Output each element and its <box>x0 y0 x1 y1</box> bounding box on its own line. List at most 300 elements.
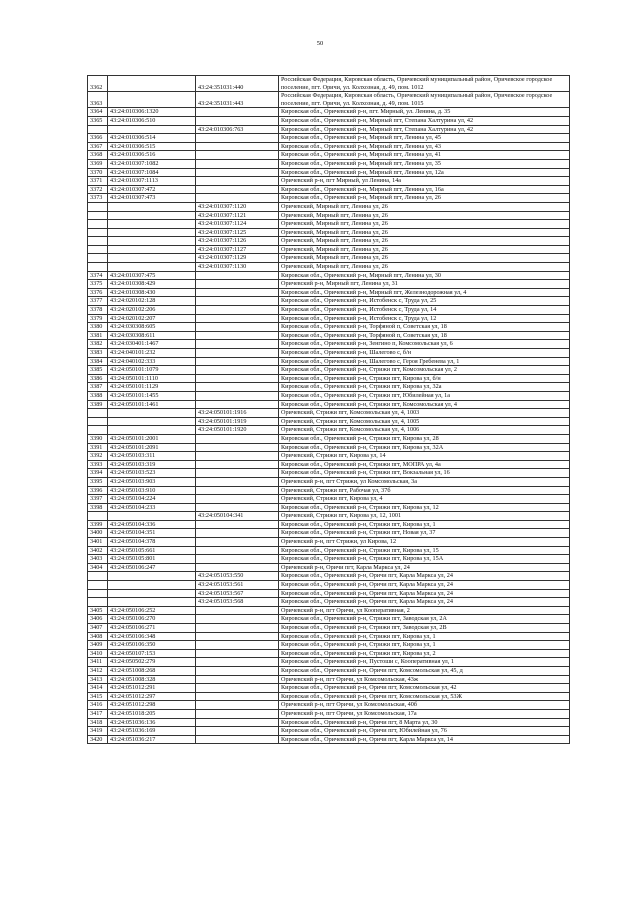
child-cadastral-cell <box>196 159 279 168</box>
child-cadastral-cell <box>196 563 279 572</box>
parent-cadastral-cell: 43:24:010308:429 <box>108 280 196 289</box>
table-row <box>88 280 570 289</box>
parent-cadastral-cell: 43:24:020102:128 <box>108 297 196 306</box>
address-cell: Кировская обл., Оричевский р-н, Стрижи пгт, Кирова ул, 2 <box>279 649 570 658</box>
child-cadastral-cell <box>196 538 279 547</box>
child-cadastral-cell: 43:24:351031:440 <box>196 76 279 92</box>
parent-cadastral-cell: 43:24:040101:232 <box>108 349 196 358</box>
row-number-cell: 3364 <box>88 108 108 117</box>
row-number-cell: 3378 <box>88 306 108 315</box>
parent-cadastral-cell: 43:24:030308:605 <box>108 323 196 332</box>
row-number-cell: 3398 <box>88 503 108 512</box>
table-row <box>88 486 570 495</box>
table-row <box>88 563 570 572</box>
parent-cadastral-cell: 43:24:050101:2091 <box>108 443 196 452</box>
parent-cadastral-cell: 43:24:050101:1455 <box>108 391 196 400</box>
address-cell: Кировская обл., Оричевский р-н, Мирный пгт, Ленина ул, 35 <box>279 159 570 168</box>
row-number-cell: 3380 <box>88 323 108 332</box>
table-row <box>88 469 570 478</box>
child-cadastral-cell: 43:24:051053:567 <box>196 589 279 598</box>
row-number-cell: 3387 <box>88 383 108 392</box>
child-cadastral-cell <box>196 615 279 624</box>
address-cell: Кировская обл., Оричевский р-н, Торфяной п, Советская ул, 18 <box>279 331 570 340</box>
table-row <box>88 177 570 186</box>
row-number-cell: 3403 <box>88 555 108 564</box>
row-number-cell: 3407 <box>88 624 108 633</box>
child-cadastral-cell <box>196 116 279 125</box>
parent-cadastral-cell <box>108 92 196 108</box>
row-number-cell <box>88 589 108 598</box>
table-row <box>88 306 570 315</box>
table-row <box>88 538 570 547</box>
row-number-cell: 3415 <box>88 692 108 701</box>
parent-cadastral-cell: 43:24:050106:252 <box>108 606 196 615</box>
parent-cadastral-cell: 43:24:050103:523 <box>108 469 196 478</box>
address-cell: Кировская обл., Оричевский р-н, Стрижи пгт, Комсомольская ул, 2 <box>279 366 570 375</box>
row-number-cell: 3400 <box>88 529 108 538</box>
parent-cadastral-cell: 43:24:051012:291 <box>108 684 196 693</box>
parent-cadastral-cell <box>108 211 196 220</box>
row-number-cell: 3367 <box>88 142 108 151</box>
child-cadastral-cell: 43:24:010307:1127 <box>196 245 279 254</box>
row-number-cell: 3413 <box>88 675 108 684</box>
child-cadastral-cell <box>196 727 279 736</box>
address-cell: Кировская обл., Оричевский р-н, Оричи пгт, Карла Маркса ул, 24 <box>279 581 570 590</box>
address-cell: Кировская обл., Оричевский р-н, Зенгино п, Комсомольская ул, 6 <box>279 340 570 349</box>
parent-cadastral-cell: 43:24:050103:910 <box>108 486 196 495</box>
address-cell: Кировская обл., Оричевский р-н, Торфяной п, Советская ул, 18 <box>279 323 570 332</box>
table-row <box>88 632 570 641</box>
table-row <box>88 658 570 667</box>
address-cell: Кировская обл., Оричевский р-н, Мирный пгт, Ленина ул, 26 <box>279 194 570 203</box>
address-cell: Кировская обл., Оричевский р-н, Мирный пгт, Ленина ул, 30 <box>279 271 570 280</box>
address-cell: Кировская обл., Оричевский р-н, Пустоши с, Кооперативная ул, 1 <box>279 658 570 667</box>
table-row <box>88 297 570 306</box>
row-number-cell: 3393 <box>88 460 108 469</box>
child-cadastral-cell <box>196 443 279 452</box>
row-number-cell: 3370 <box>88 168 108 177</box>
table-row <box>88 417 570 426</box>
parent-cadastral-cell: 43:24:051018:205 <box>108 709 196 718</box>
parent-cadastral-cell: 43:24:010307:475 <box>108 271 196 280</box>
parent-cadastral-cell: 43:24:010306:515 <box>108 142 196 151</box>
parent-cadastral-cell <box>108 263 196 272</box>
row-number-cell: 3406 <box>88 615 108 624</box>
child-cadastral-cell <box>196 306 279 315</box>
row-number-cell <box>88 237 108 246</box>
parent-cadastral-cell: 43:24:020102:206 <box>108 306 196 315</box>
parent-cadastral-cell: 43:24:050101:1079 <box>108 366 196 375</box>
row-number-cell: 3392 <box>88 452 108 461</box>
row-number-cell: 3405 <box>88 606 108 615</box>
row-number-cell: 3366 <box>88 134 108 143</box>
parent-cadastral-cell <box>108 409 196 418</box>
address-cell: Оричевский, Стрижи пгт, Кирова ул, 4 <box>279 495 570 504</box>
child-cadastral-cell <box>196 151 279 160</box>
child-cadastral-cell <box>196 701 279 710</box>
address-cell: Кировская обл., Оричевский р-н, Стрижи пгт, Комсомольская ул, 4 <box>279 400 570 409</box>
row-number-cell: 3372 <box>88 185 108 194</box>
child-cadastral-cell: 43:24:010307:1121 <box>196 211 279 220</box>
child-cadastral-cell <box>196 168 279 177</box>
parent-cadastral-cell: 43:24:050101:1110 <box>108 374 196 383</box>
child-cadastral-cell <box>196 675 279 684</box>
child-cadastral-cell <box>196 503 279 512</box>
child-cadastral-cell: 43:24:051053:561 <box>196 581 279 590</box>
parent-cadastral-cell <box>108 125 196 134</box>
table-row <box>88 512 570 521</box>
address-cell: Оричевский р-н, пгт Стрижи, ул Комсомольская, 3а <box>279 477 570 486</box>
address-cell: Кировская обл., Оричевский р-н, Оричи пгт, Комсомольская ул, 53Ж <box>279 692 570 701</box>
table-row <box>88 701 570 710</box>
parent-cadastral-cell: 43:24:010307:1113 <box>108 177 196 186</box>
table-row <box>88 211 570 220</box>
row-number-cell: 3385 <box>88 366 108 375</box>
table-row <box>88 142 570 151</box>
parent-cadastral-cell: 43:24:050106:271 <box>108 624 196 633</box>
child-cadastral-cell: 43:24:010307:1124 <box>196 220 279 229</box>
table-row <box>88 331 570 340</box>
row-number-cell <box>88 263 108 272</box>
table-row <box>88 125 570 134</box>
row-number-cell: 3388 <box>88 391 108 400</box>
address-cell: Российская Федерация, Кировская область, Оричевский муниципальный район, Оричевское городское поселение, пгт. Оричи, ул. Колхозная, д. 49, пом. 1012 <box>279 76 570 92</box>
row-number-cell: 3383 <box>88 349 108 358</box>
row-number-cell: 3394 <box>88 469 108 478</box>
row-number-cell <box>88 220 108 229</box>
table-row <box>88 228 570 237</box>
address-cell: Оричевский, Стрижи пгт, Рабочая ул, 37б <box>279 486 570 495</box>
row-number-cell: 3369 <box>88 159 108 168</box>
child-cadastral-cell <box>196 383 279 392</box>
address-cell: Оричевский, Мирный пгт, Ленина ул, 26 <box>279 220 570 229</box>
parent-cadastral-cell: 43:24:050107:153 <box>108 649 196 658</box>
address-cell: Кировская обл., Оричевский р-н, Стрижи пгт, Заводская ул, 2А <box>279 615 570 624</box>
row-number-cell: 3373 <box>88 194 108 203</box>
parent-cadastral-cell <box>108 581 196 590</box>
table-row <box>88 452 570 461</box>
row-number-cell: 3384 <box>88 357 108 366</box>
child-cadastral-cell <box>196 718 279 727</box>
child-cadastral-cell <box>196 288 279 297</box>
table-row <box>88 520 570 529</box>
row-number-cell: 3368 <box>88 151 108 160</box>
table-row <box>88 572 570 581</box>
address-cell: Оричевский р-н, пгт Стрижи, ул Кирова, 12 <box>279 538 570 547</box>
table-row <box>88 606 570 615</box>
table-row <box>88 434 570 443</box>
parent-cadastral-cell: 43:24:010306:516 <box>108 151 196 160</box>
row-number-cell: 3365 <box>88 116 108 125</box>
table-row <box>88 134 570 143</box>
table-row <box>88 649 570 658</box>
parent-cadastral-cell: 43:24:050104:378 <box>108 538 196 547</box>
table-row <box>88 692 570 701</box>
child-cadastral-cell <box>196 658 279 667</box>
child-cadastral-cell: 43:24:050101:1916 <box>196 409 279 418</box>
parent-cadastral-cell <box>108 572 196 581</box>
table-row <box>88 727 570 736</box>
address-cell: Оричевский, Мирный пгт, Ленина ул, 26 <box>279 202 570 211</box>
child-cadastral-cell <box>196 142 279 151</box>
table-row <box>88 340 570 349</box>
row-number-cell <box>88 202 108 211</box>
row-number-cell <box>88 581 108 590</box>
address-cell: Оричевский, Стрижи пгт, Кирова ул, 14 <box>279 452 570 461</box>
parent-cadastral-cell: 43:24:030401:1467 <box>108 340 196 349</box>
parent-cadastral-cell: 43:24:051012:297 <box>108 692 196 701</box>
row-number-cell: 3417 <box>88 709 108 718</box>
parent-cadastral-cell: 43:24:050105:801 <box>108 555 196 564</box>
parent-cadastral-cell: 43:24:050104:224 <box>108 495 196 504</box>
child-cadastral-cell <box>196 177 279 186</box>
table-row <box>88 323 570 332</box>
parent-cadastral-cell: 43:24:051036:217 <box>108 735 196 744</box>
child-cadastral-cell <box>196 434 279 443</box>
parent-cadastral-cell <box>108 417 196 426</box>
address-cell: Кировская обл., Оричевский р-н, Мирный пгт, Степана Халтурина ул, 42 <box>279 125 570 134</box>
row-number-cell: 3410 <box>88 649 108 658</box>
row-number-cell: 3402 <box>88 546 108 555</box>
parent-cadastral-cell <box>108 237 196 246</box>
address-cell: Кировская обл., Оричевский р-н, Стрижи пгт, Кирова ул, 1 <box>279 632 570 641</box>
table-row <box>88 202 570 211</box>
parent-cadastral-cell <box>108 512 196 521</box>
row-number-cell: 3374 <box>88 271 108 280</box>
parent-cadastral-cell: 43:24:050104:336 <box>108 520 196 529</box>
child-cadastral-cell <box>196 108 279 117</box>
row-number-cell: 3386 <box>88 374 108 383</box>
parent-cadastral-cell <box>108 202 196 211</box>
parent-cadastral-cell: 43:24:050104:351 <box>108 529 196 538</box>
address-cell: Оричевский, Мирный пгт, Ленина ул, 26 <box>279 245 570 254</box>
child-cadastral-cell <box>196 331 279 340</box>
address-cell: Кировская обл., Оричевский р-н, Шалегово с, Героя Гребенева ул, 1 <box>279 357 570 366</box>
child-cadastral-cell <box>196 624 279 633</box>
address-cell: Оричевский, Стрижи пгт, Комсомольская ул, 4, 1003 <box>279 409 570 418</box>
address-cell: Кировская обл., Оричевский р-н, пгт. Мирный, ул. Ленина, д. 35 <box>279 108 570 117</box>
row-number-cell: 3376 <box>88 288 108 297</box>
address-cell: Кировская обл., Оричевский р-н, Стрижи пгт, Кирова ул, 12 <box>279 503 570 512</box>
table-row <box>88 718 570 727</box>
table-row <box>88 76 570 92</box>
cadastral-table <box>87 75 570 744</box>
child-cadastral-cell: 43:24:050101:1920 <box>196 426 279 435</box>
address-cell: Кировская обл., Оричевский р-н, Истобенск с, Труда ул, 14 <box>279 306 570 315</box>
row-number-cell: 3381 <box>88 331 108 340</box>
parent-cadastral-cell: 43:24:050101:1129 <box>108 383 196 392</box>
child-cadastral-cell <box>196 692 279 701</box>
address-cell: Оричевский, Мирный пгт, Ленина ул, 26 <box>279 211 570 220</box>
table-row <box>88 477 570 486</box>
table-row <box>88 383 570 392</box>
parent-cadastral-cell: 43:24:040102:333 <box>108 357 196 366</box>
parent-cadastral-cell: 43:24:050104:233 <box>108 503 196 512</box>
child-cadastral-cell: 43:24:051053:550 <box>196 572 279 581</box>
child-cadastral-cell <box>196 194 279 203</box>
address-cell: Кировская обл., Оричевский р-н, Стрижи пгт, Кирова ул, 32А <box>279 443 570 452</box>
child-cadastral-cell <box>196 452 279 461</box>
row-number-cell: 3371 <box>88 177 108 186</box>
parent-cadastral-cell: 43:24:051012:298 <box>108 701 196 710</box>
child-cadastral-cell <box>196 666 279 675</box>
child-cadastral-cell <box>196 400 279 409</box>
table-row <box>88 598 570 607</box>
child-cadastral-cell <box>196 709 279 718</box>
child-cadastral-cell <box>196 555 279 564</box>
address-cell: Оричевский р-н, пгт Оричи, ул Комсомольская, 43ж <box>279 675 570 684</box>
address-cell: Кировская обл., Оричевский р-н, Мирный пгт, Ленина ул, 16а <box>279 185 570 194</box>
address-cell: Кировская обл., Оричевский р-н, Стрижи пгт, Кирова ул, 32а <box>279 383 570 392</box>
table-row <box>88 116 570 125</box>
table-row <box>88 581 570 590</box>
parent-cadastral-cell: 43:24:050103:311 <box>108 452 196 461</box>
table-row <box>88 555 570 564</box>
address-cell: Кировская обл., Оричевский р-н, Оричи пгт, Карла Маркса ул, 24 <box>279 572 570 581</box>
table-row <box>88 460 570 469</box>
row-number-cell: 3412 <box>88 666 108 675</box>
child-cadastral-cell: 43:24:050104:341 <box>196 512 279 521</box>
child-cadastral-cell <box>196 134 279 143</box>
table-row <box>88 624 570 633</box>
table-row <box>88 288 570 297</box>
child-cadastral-cell: 43:24:010307:1130 <box>196 263 279 272</box>
parent-cadastral-cell: 43:24:050106:270 <box>108 615 196 624</box>
row-number-cell: 3404 <box>88 563 108 572</box>
address-cell: Оричевский, Стрижи пгт, Комсомольская ул, 4, 1006 <box>279 426 570 435</box>
child-cadastral-cell: 43:24:010306:763 <box>196 125 279 134</box>
parent-cadastral-cell: 43:24:010308:430 <box>108 288 196 297</box>
address-cell: Оричевский р-н, Мирный пгт, Ленина ул, 31 <box>279 280 570 289</box>
parent-cadastral-cell: 43:24:010306:514 <box>108 134 196 143</box>
row-number-cell: 3419 <box>88 727 108 736</box>
parent-cadastral-cell <box>108 426 196 435</box>
address-cell: Кировская обл., Оричевский р-н, Истобенск с, Труда ул, 12 <box>279 314 570 323</box>
child-cadastral-cell: 43:24:010307:1125 <box>196 228 279 237</box>
table-row <box>88 684 570 693</box>
address-cell: Оричевский, Мирный пгт, Ленина ул, 26 <box>279 254 570 263</box>
parent-cadastral-cell <box>108 228 196 237</box>
table-row <box>88 92 570 108</box>
child-cadastral-cell: 43:24:050101:1919 <box>196 417 279 426</box>
row-number-cell <box>88 512 108 521</box>
table-row <box>88 503 570 512</box>
address-cell: Оричевский р-н, пгт Мирный, ул Ленина, 14а <box>279 177 570 186</box>
address-cell: Оричевский р-н, пгт Оричи, ул Комсомольская, 17а <box>279 709 570 718</box>
child-cadastral-cell <box>196 460 279 469</box>
child-cadastral-cell <box>196 314 279 323</box>
address-cell: Кировская обл., Оричевский р-н, Мирный пгт, Ленина ул, 45 <box>279 134 570 143</box>
child-cadastral-cell <box>196 684 279 693</box>
parent-cadastral-cell: 43:24:050106:348 <box>108 632 196 641</box>
address-cell: Кировская обл., Оричевский р-н, Оричи пгт, Комсомольская ул, 45, д <box>279 666 570 675</box>
address-cell: Кировская обл., Оричевский р-н, Стрижи пгт, МОПРА ул, 4а <box>279 460 570 469</box>
parent-cadastral-cell: 43:24:010306:510 <box>108 116 196 125</box>
parent-cadastral-cell: 43:24:050105:661 <box>108 546 196 555</box>
address-cell: Оричевский, Стрижи пгт, Кирова ул, 12, 1001 <box>279 512 570 521</box>
address-cell: Кировская обл., Оричевский р-н, Оричи пгт, Юбилейная ул, 76 <box>279 727 570 736</box>
child-cadastral-cell <box>196 280 279 289</box>
row-number-cell: 3382 <box>88 340 108 349</box>
child-cadastral-cell <box>196 632 279 641</box>
address-cell: Оричевский, Мирный пгт, Ленина ул, 26 <box>279 237 570 246</box>
page-number: 50 <box>316 40 324 47</box>
child-cadastral-cell <box>196 546 279 555</box>
child-cadastral-cell <box>196 606 279 615</box>
table-row <box>88 366 570 375</box>
parent-cadastral-cell: 43:24:010306:1320 <box>108 108 196 117</box>
table-row <box>88 263 570 272</box>
address-cell: Оричевский, Мирный пгт, Ленина ул, 26 <box>279 228 570 237</box>
address-cell: Кировская обл., Оричевский р-н, Стрижи пгт, Кирова ул, 15А <box>279 555 570 564</box>
row-number-cell: 3363 <box>88 92 108 108</box>
table-row <box>88 589 570 598</box>
table-row <box>88 675 570 684</box>
table-row <box>88 529 570 538</box>
table-row <box>88 220 570 229</box>
address-cell: Оричевский р-н, пгт Оричи, ул Кооперативная, 2 <box>279 606 570 615</box>
address-cell: Оричевский, Стрижи пгт, Комсомольская ул, 4, 1005 <box>279 417 570 426</box>
row-number-cell: 3396 <box>88 486 108 495</box>
parent-cadastral-cell: 43:24:010307:1082 <box>108 159 196 168</box>
table-row <box>88 314 570 323</box>
child-cadastral-cell <box>196 469 279 478</box>
child-cadastral-cell: 43:24:010307:1126 <box>196 237 279 246</box>
row-number-cell <box>88 572 108 581</box>
parent-cadastral-cell: 43:24:010307:472 <box>108 185 196 194</box>
table-row <box>88 641 570 650</box>
address-cell: Кировская обл., Оричевский р-н, Стрижи пгт, Юбилейная ул, 1а <box>279 391 570 400</box>
table-row <box>88 254 570 263</box>
child-cadastral-cell <box>196 349 279 358</box>
address-cell: Российская Федерация, Кировская область, Оричевский муниципальный район, Оричевское городское поселение, пгт. Оричи, ул. Колхозная, д. 49, пом. 1015 <box>279 92 570 108</box>
row-number-cell: 3411 <box>88 658 108 667</box>
address-cell: Кировская обл., Оричевский р-н, Стрижи пгт, Заводская ул, 2В <box>279 624 570 633</box>
row-number-cell: 3399 <box>88 520 108 529</box>
table-row <box>88 185 570 194</box>
parent-cadastral-cell <box>108 254 196 263</box>
address-cell: Кировская обл., Оричевский р-н, Мирный пгт, Ленина ул, 43 <box>279 142 570 151</box>
parent-cadastral-cell: 43:24:050103:319 <box>108 460 196 469</box>
table-body <box>88 76 570 744</box>
row-number-cell <box>88 228 108 237</box>
address-cell: Оричевский, Мирный пгт, Ленина ул, 26 <box>279 263 570 272</box>
child-cadastral-cell <box>196 520 279 529</box>
address-cell: Кировская обл., Оричевский р-н, Стрижи пгт, Кирова ул, 28 <box>279 434 570 443</box>
address-cell: Кировская обл., Оричевский р-н, Стрижи пгт, Вокзальная ул, 16 <box>279 469 570 478</box>
child-cadastral-cell: 43:24:351031:443 <box>196 92 279 108</box>
table-row <box>88 271 570 280</box>
address-cell: Кировская обл., Оричевский р-н, Стрижи пгт, Кирова ул, б/н <box>279 374 570 383</box>
row-number-cell: 3409 <box>88 641 108 650</box>
parent-cadastral-cell: 43:24:010307:1084 <box>108 168 196 177</box>
parent-cadastral-cell: 43:24:050101:1461 <box>108 400 196 409</box>
address-cell: Кировская обл., Оричевский р-н, Стрижи пгт, Кирова ул, 1 <box>279 520 570 529</box>
child-cadastral-cell <box>196 357 279 366</box>
address-cell: Кировская обл., Оричевский р-н, Мирный пгт, Ленина ул, 12а <box>279 168 570 177</box>
address-cell: Оричевский р-н, Оричи пгт, Карла Маркса ул, 24 <box>279 563 570 572</box>
parent-cadastral-cell: 43:24:051008:328 <box>108 675 196 684</box>
parent-cadastral-cell: 43:24:050103:903 <box>108 477 196 486</box>
row-number-cell <box>88 245 108 254</box>
table-row <box>88 409 570 418</box>
child-cadastral-cell <box>196 374 279 383</box>
row-number-cell <box>88 426 108 435</box>
address-cell: Кировская обл., Оричевский р-н, Мирный пгт, Степана Халтурина ул, 42 <box>279 116 570 125</box>
address-cell: Кировская обл., Оричевский р-н, Оричи пгт, 8 Марта ул, 30 <box>279 718 570 727</box>
child-cadastral-cell <box>196 366 279 375</box>
row-number-cell: 3397 <box>88 495 108 504</box>
